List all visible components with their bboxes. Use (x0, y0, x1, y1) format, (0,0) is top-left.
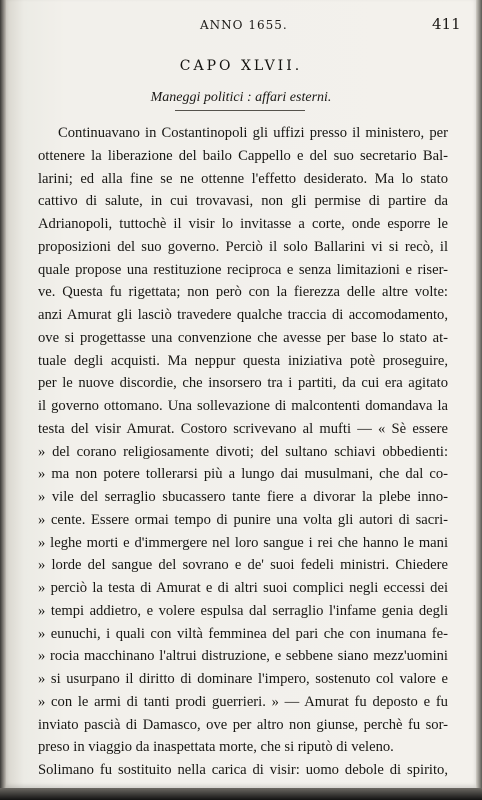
running-head (0, 14, 482, 34)
summary-rule (175, 110, 305, 111)
text-line: » leghe morti e d'immergere nel loro sangue i rei che hanno le mani (38, 532, 448, 555)
text-line: » lorde del sangue del sovrano e de' suoi fedeli ministri. Chiedere (38, 554, 448, 577)
page-right-edge (476, 0, 482, 800)
text-line: inviato pascià di Damasco, ove per altro non giunse, perchè fu sor- (38, 716, 448, 733)
text-line: » con le armi di tanti prodi guerrieri. » — Amurat fu deposto e fu (38, 691, 448, 714)
text-line: anzi Amurat gli lasciò travedere qualche traccia di accomodamento, (38, 307, 448, 323)
page-bottom-edge (0, 788, 482, 800)
text-line: Continuavano in Costantinopoli gli uffizi presso il ministero, per (58, 125, 448, 141)
text-line: » ma non potere tollerarsi più a lungo dai musulmani, che dal co- (38, 463, 448, 486)
chapter-title: CAPO XLVII. (179, 58, 303, 74)
text-line: tuale degli acquisti. Ma neppur questa iniziativa potè proseguire, (38, 352, 448, 369)
text-line: ottenere la liberazione del bailo Cappello e del suo secretario Bal- (38, 147, 448, 164)
text-line: » eunuchi, i quali con viltà femminea del pari che con inumana fe- (38, 623, 448, 646)
text-line: » vile del serraglio sbucassero tante fiere a divorar la plebe inno- (38, 486, 448, 509)
text-line: per le nuove discordie, che insorsero tra i partiti, da cui era agitato (38, 375, 448, 392)
text-line: testa del visir Amurat. Costoro scrivevano al mufti — « Sè essere (38, 420, 448, 437)
text-line: » cente. Essere ormai tempo di punire una volta gli autori di sacri- (38, 509, 448, 532)
text-line: quale propose una restituzione reciproca e senza limitazioni e riser- (38, 261, 448, 278)
chapter-summary: Maneggi politici : affari esterni. (150, 90, 332, 105)
running-head-year: ANNO 1655. (200, 18, 288, 32)
text-line: » del corano religiosamente divoti; del sultano schiavi obbedienti: (38, 441, 448, 464)
text-line: » tempi addietro, e volere espulsa dal serraglio l'infame genia degli (38, 600, 448, 623)
text-line: larini; ed alla fine se ne ottenne l'effetto desiderato. Ma lo stato (38, 170, 448, 187)
page-number: 411 (432, 15, 461, 33)
text-line: preso in viaggio da inaspettata morte, che si riputò di veleno. (38, 739, 394, 756)
text-line: proposizioni del suo governo. Perciò il solo Ballarini vi si recò, il (38, 238, 448, 255)
text-line: ve. Questa fu rigettata; non però con la fierezza delle altre volte: (38, 284, 448, 301)
text-line: Solimano fu sostituito nella carica di visir: uomo debole di spirito, (38, 762, 448, 778)
text-line: » si usurpano il diritto di dominare l'impero, sostenuto col valore e (38, 668, 448, 691)
text-line: il governo ottomano. Una sollevazione di malcontenti domandava la (38, 398, 448, 414)
text-line: cattivo di salute, in cui trovavasi, non gli permise di partire da (38, 193, 448, 210)
text-line: Adrianopoli, tuttochè il visir lo invitasse a corte, onde esporre le (38, 216, 448, 232)
text-line: » perciò la testa di Amurat e di altri suoi complici negli eccessi dei (38, 577, 448, 600)
text-line: » rocia macchinano l'altrui distruzione, e sebbene siano mezz'uomini (38, 645, 448, 668)
body-text (38, 122, 448, 782)
text-line: ove si progettasse una convenzione che avesse per base lo stato at- (38, 329, 448, 346)
